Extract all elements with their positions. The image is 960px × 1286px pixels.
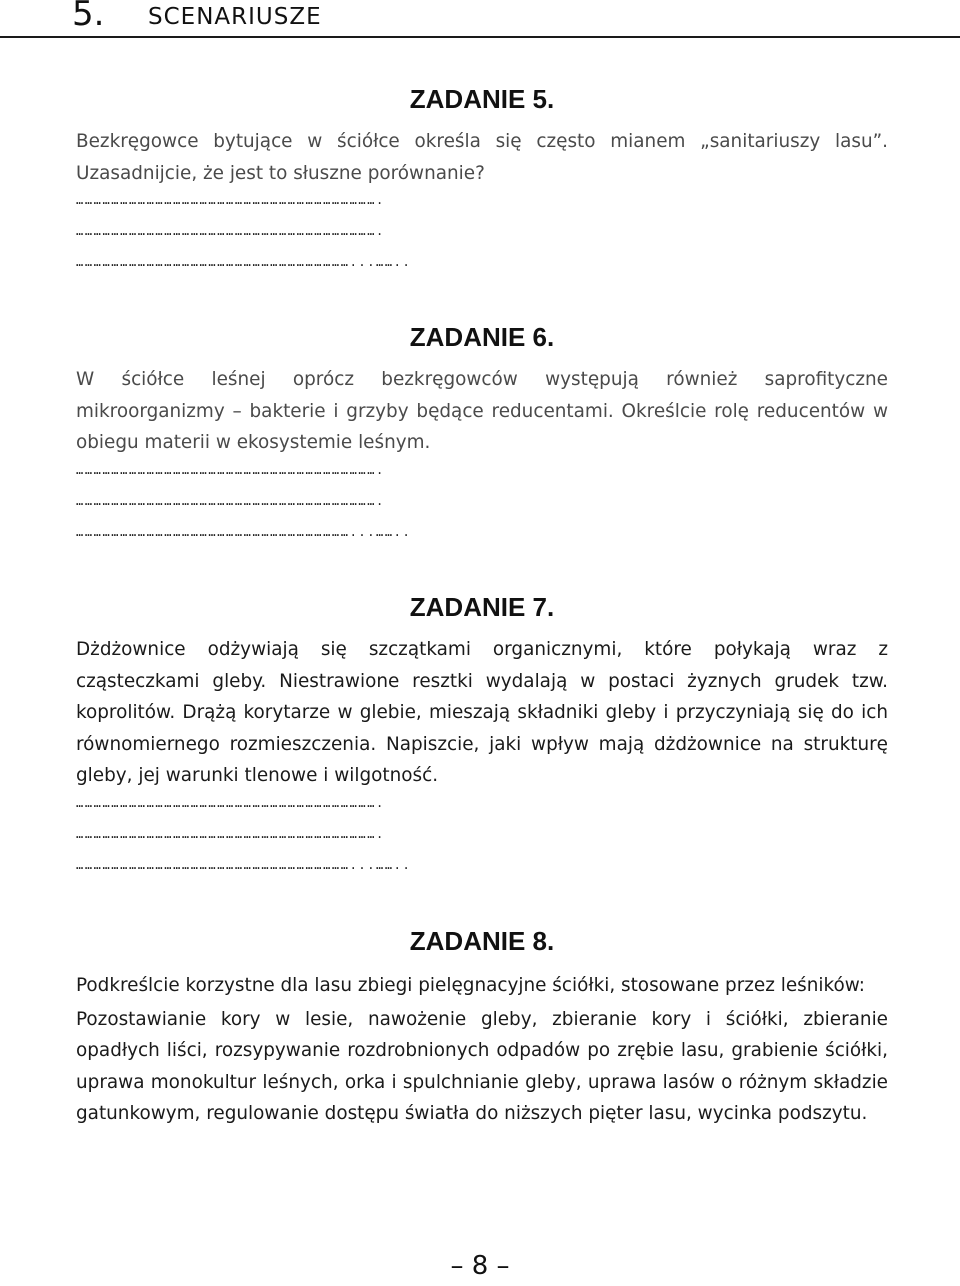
task-6 <box>76 320 888 548</box>
chapter-header <box>0 0 960 40</box>
answer-lines <box>76 455 888 548</box>
task-8 <box>76 924 888 1130</box>
answer-line[interactable]: …………………………………………………………………………………………. <box>76 493 385 508</box>
task-question: Dżdżownice odżywiają się szczątkami organicznymi, które połykają wraz z cząsteczkami gleby. Niestrawione resztki wydalają w postaci żyznych grudek tzw. koprolitów. Drążą korytarze w glebie, mieszają składniki gleby i przyczyniają się do ich równomiernego rozmieszczenia. Napiszcie, jaki wpływ mają dżdżownice na strukturę gleby, jej warunki tlenowe i wilgotność. <box>76 639 888 786</box>
header-divider <box>0 36 960 38</box>
task-title: ZADANIE 7. <box>409 592 555 622</box>
answer-line[interactable]: …………………………………………………………………………………………. <box>76 224 385 238</box>
answer-line[interactable]: …………………………………………………………………………………………. <box>76 826 385 841</box>
answer-line[interactable]: …………………………………………………………………………………………. <box>76 462 385 477</box>
task-title: ZADANIE 6. <box>409 322 555 352</box>
answer-lines <box>76 788 888 881</box>
chapter-title: SCENARIUSZE <box>148 4 322 30</box>
task-question: W ściółce leśnej oprócz bezkręgowców występują również saprofityczne mikroorganizmy – bakterie i grzyby będące reducentami. Określcie rolę reducentów w obiegu materii w ekosystemie leśnym. <box>76 369 888 453</box>
task-5 <box>76 82 888 278</box>
task-options: Pozostawianie kory w lesie, nawożenie gleby, zbieranie kory i ściółki, zbieranie opadłych liści, rozsypywanie rozdrobnionych odpadów po zrębie lasu, grabienie ściółki, uprawa monokultur leśnych, orka i spulchnianie gleby, uprawa lasów o różnym składzie gatunkowym, regulowanie dostępu światła do niższych pięter lasu, wycinka podszytu. <box>76 1008 888 1124</box>
page-number: – 8 – <box>450 1251 510 1281</box>
chapter-number: 5. <box>72 0 105 34</box>
task-title: ZADANIE 5. <box>409 84 555 114</box>
task-title: ZADANIE 8. <box>409 926 555 956</box>
task-question: Bezkręgowce bytujące w ściółce określa się często mianem „sanitariuszy lasu”. Uzasadnijcie, że jest to słuszne porównanie? <box>76 131 888 184</box>
task-instruction: Podkreślcie korzystne dla lasu zbiegi pielęgnacyjne ściółki, stosowane przez leśników: <box>76 975 865 996</box>
answer-lines <box>76 185 888 278</box>
answer-line[interactable]: …………………………………………………………………………………...…….. <box>76 857 412 872</box>
task-7 <box>76 590 888 881</box>
answer-line[interactable]: …………………………………………………………………………………………. <box>76 193 385 207</box>
answer-line[interactable]: …………………………………………………………………………………...…….. <box>76 255 412 269</box>
answer-line[interactable]: …………………………………………………………………………………………. <box>76 795 385 810</box>
answer-line[interactable]: …………………………………………………………………………………...…….. <box>76 524 412 539</box>
